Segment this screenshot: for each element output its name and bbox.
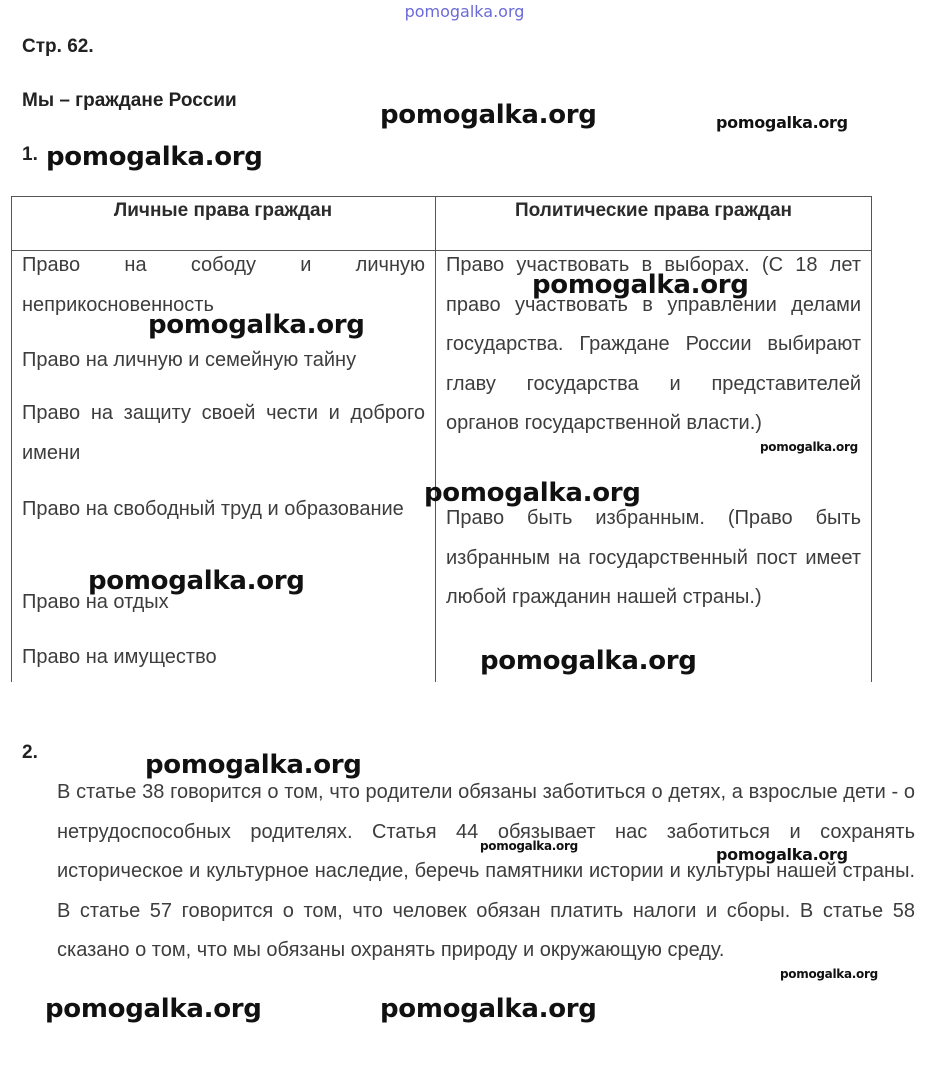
personal-right-item: Право на отдых <box>22 591 169 613</box>
personal-right-item: Право на имущество <box>22 646 217 668</box>
personal-right-item: Право на свободный труд и образование <box>22 498 404 520</box>
table-top-border <box>11 196 872 197</box>
table-left-border <box>11 196 12 682</box>
task-2-number: 2. <box>22 742 38 763</box>
personal-right-item: Право на сободу и личную неприкосновенность <box>22 254 425 316</box>
table-right-border <box>871 196 872 682</box>
column-divider <box>435 196 436 682</box>
rights-table <box>11 196 872 682</box>
topic-title: Мы – граждане России <box>22 90 237 111</box>
personal-right-item: Право на личную и семейную тайну <box>22 349 357 371</box>
page-reference: Стр. 62. <box>22 36 94 57</box>
personal-right-item: Право на защиту своей чести и доброго имени <box>22 402 425 464</box>
header-personal-rights: Личные права граждан <box>113 200 333 221</box>
watermark: pomogalka.org <box>480 646 697 676</box>
watermark: pomogalka.org <box>480 839 578 853</box>
watermark: pomogalka.org <box>148 310 365 340</box>
watermark: pomogalka.org <box>532 270 749 300</box>
watermark: pomogalka.org <box>716 113 848 132</box>
political-right-item: Право участвовать в выборах. (С 18 лет право участвовать в управлении делами государства. Граждане России выбирают главу государства и представителей органов государственной власти.) <box>446 254 861 434</box>
watermark: pomogalka.org <box>380 100 597 130</box>
site-link[interactable]: pomogalka.org <box>404 2 525 21</box>
watermark: pomogalka.org <box>380 994 597 1024</box>
watermark: pomogalka.org <box>760 440 858 454</box>
watermark: pomogalka.org <box>45 994 262 1024</box>
watermark: pomogalka.org <box>145 750 362 780</box>
watermark: pomogalka.org <box>424 478 641 508</box>
watermark: pomogalka.org <box>780 967 878 981</box>
header-political-rights: Политические права граждан <box>514 200 793 221</box>
task-1-number: 1. <box>22 144 38 165</box>
task-2-answer: В статье 38 говорится о том, что родители обязаны заботиться о детях, а взрослые дети - о нетрудоспособных родителях. Статья 44 обязывает нас заботиться и сохранять историческое и культурное наследие, беречь памятники истории и культуры нашей страны. В статье 57 говорится о том, что человек обязан платить налоги и сборы. В статье 58 сказано о том, что мы обязаны охранять природу и окружающую среду. <box>57 781 915 962</box>
watermark: pomogalka.org <box>46 142 263 172</box>
watermark: pomogalka.org <box>716 845 848 864</box>
watermark: pomogalka.org <box>88 566 305 596</box>
political-right-item: Право быть избранным. (Право быть избранным на государственный пост имеет любой гражданин нашей страны.) <box>446 507 861 608</box>
